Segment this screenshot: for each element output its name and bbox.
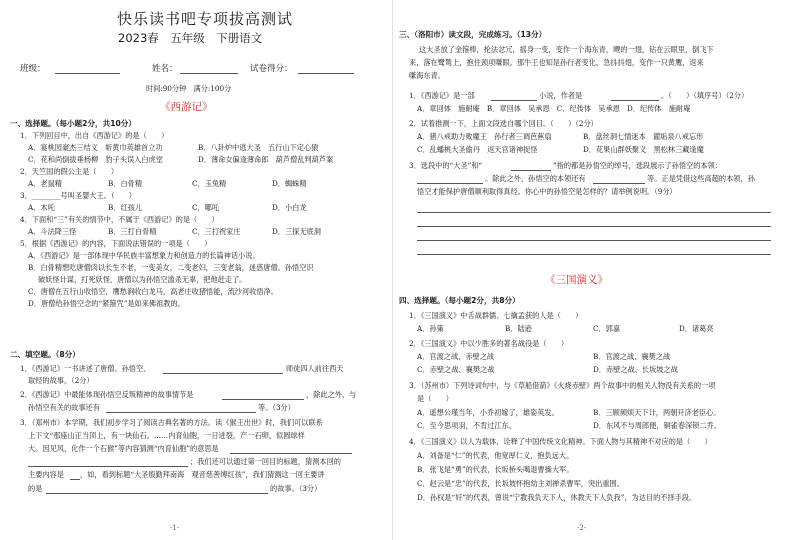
page-number: -2- <box>577 524 587 532</box>
fill-text: 主要内容是 <box>28 470 64 479</box>
exam-subtitle: 2023春 五年级 下册语文 <box>118 31 263 45</box>
option-c[interactable]: C．郭嘉 <box>593 324 621 333</box>
option-b[interactable]: B．白骨精想吃唐僧肉以长生不老，一变美女，二变老妇，三变老翁，迷惑唐僧。孙悟空识 <box>28 263 314 272</box>
fill-text: 师徒四人前往西天 <box>286 364 344 373</box>
option-d[interactable]: D．蜘蛛精 <box>272 179 307 188</box>
option-c[interactable]: C．至今思项羽，不肯过江东。 <box>417 421 516 430</box>
question-stem: 1．《三国演义》中舌战群儒、七擒孟获的人是（ ） <box>409 311 583 320</box>
question-stem: 3．（苏州市）下列诗词句中，与《草船借箭》《火烧赤壁》两个故事中的相关人物没有关系的一项 <box>409 381 716 390</box>
answer-blank[interactable] <box>46 493 268 494</box>
question-stem: 2．天竺国的假公主是（ ） <box>20 167 119 176</box>
question-stem: 1．下列回目中，出自《西游记》的是（ ） <box>20 131 169 140</box>
answer-blank[interactable] <box>491 100 537 101</box>
fill-text: 的是 <box>28 484 43 493</box>
question-stem: 5．根据《西游记》的内容，下面说法错误的一项是（ ） <box>20 239 212 248</box>
fill-text: 大。因见风，化作一个石猴”等内容猜测“内育仙胞”的意思是 <box>28 444 219 453</box>
option-d[interactable]: D．薄命女偏逢薄命郎 葫芦僧乱判葫芦案 <box>198 155 334 164</box>
answer-blank[interactable] <box>593 183 645 184</box>
option-a[interactable]: A．遥想公瑾当年，小乔初嫁了，雄姿英发。 <box>417 408 559 417</box>
section2-heading: 二、填空题。（8分） <box>10 350 80 359</box>
fill-text: 小说，作者是 <box>539 91 583 100</box>
option-c[interactable]: C．赤壁之战、襄樊之战 <box>417 365 495 374</box>
option-b-continued: 破妖怪计谋，打死妖怪，唐僧以为孙悟空滥杀无辜，把他赶走了。 <box>38 275 247 284</box>
fill-text: ，除此之外，与 <box>306 390 357 399</box>
name-blank[interactable] <box>180 73 238 74</box>
time-info: 时间:90分钟 满分:100分 <box>146 84 232 93</box>
fill-text: 3．（郑州市）本学期，我们初步学习了阅读古典名著的方法。读《猴王出世》时，我们可以联系 <box>20 418 323 427</box>
option-b[interactable]: B．三顾频烦天下计，两朝开济老臣心。 <box>593 408 721 417</box>
option-a[interactable]: A．木吒 <box>28 203 55 212</box>
passage-line: 这大圣放了金箍棒，抡法忿冗，摇身一变，变作一个海东青，飕的一翅，钻在云眼里，倒飞下 <box>419 45 714 54</box>
book-heading-xiyouji: 《西游记》 <box>160 101 213 113</box>
name-label: 姓名： <box>152 64 178 74</box>
option-c[interactable]: C．三打祝家庄 <box>192 227 241 236</box>
book-heading-sanguo: 《三国演义》 <box>545 274 608 286</box>
fill-text: 。除此之外，孙悟空的本领还有 <box>485 174 586 183</box>
option-a[interactable]: A．《西游记》是一部体现中华民族丰富想象力和创造力的长篇神话小说。 <box>28 251 260 260</box>
option-a[interactable]: A．刘备是“仁”的代表，他宽厚仁义，抱负远大。 <box>417 451 574 460</box>
score-blank[interactable] <box>298 73 354 74</box>
answer-blank[interactable] <box>230 453 352 454</box>
fill-text: 1．《西游记》一书讲述了唐僧、孙悟空、 <box>20 364 151 373</box>
answer-blank[interactable] <box>28 466 188 467</box>
option-b[interactable]: B．官渡之战、襄樊之战 <box>593 352 671 361</box>
option-a[interactable]: A．猪八戒助力败魔王 孙行者三调芭蕉扇 <box>417 132 552 141</box>
option-d[interactable]: D．三探无底洞 <box>272 227 321 236</box>
answer-line[interactable] <box>417 240 771 241</box>
fill-text: 取经的故事。（2分） <box>28 376 94 385</box>
answer-blank[interactable] <box>163 373 283 374</box>
fill-text: ；我们还可以通过第一回目的标题，猜测本回的 <box>190 457 341 466</box>
option-c[interactable]: C．哪吒 <box>192 203 220 212</box>
passage-line: 来，落在鹭鸶上，抱住颈项嗛眼。那牛王也知是孙行者变化，急抖抖翅，变作一只黄鹰，返来 <box>409 58 704 67</box>
option-b[interactable]: B．张飞是“勇”的代表，长坂桥头喝退曹操大军。 <box>417 465 574 474</box>
option-a[interactable]: A．斗法降三怪 <box>28 227 77 236</box>
answer-line[interactable] <box>417 226 771 227</box>
fill-text: 等。（3分） <box>258 403 295 412</box>
fill-text: ”指的都是孙悟空的绰号，选段展示了孙悟空的本领： <box>553 161 722 170</box>
fill-text: 1．《西游记》是一部 <box>409 91 475 100</box>
passage-line: 嗛海东青。 <box>409 71 445 80</box>
fill-text: ，如，看到标题“大圣殷勤拜南海 观音慈善缚红孩”，我们猜测这一回主要讲 <box>80 470 325 479</box>
left-page <box>0 0 392 540</box>
answer-blank[interactable] <box>611 100 659 101</box>
answer-blank[interactable] <box>106 412 256 413</box>
question-stem: 2．《三国演义》中以少胜多的著名战役是（ ） <box>409 339 569 348</box>
fill-text: 等。正是凭借这些高超的本领，孙 <box>647 174 755 183</box>
option-c[interactable]: C．赵云是“忠”的代表，长坂坡怀抱幼主刘禅杀曹军，突出重围。 <box>417 479 624 488</box>
option-b[interactable]: B．三打白骨精 <box>108 227 157 236</box>
option-b[interactable]: B．八卦炉中逃大圣 五行山下定心猿 <box>198 143 319 152</box>
question-stem: 4．《三国演义》以人为载体，诠释了中国传统文化精神。下面人物与其精神不对应的是（ ） <box>409 437 712 446</box>
answer-blank[interactable] <box>70 479 80 480</box>
question-stem: 2．试着推测一下，上面文段选自哪个回目。（ ）（2分） <box>409 119 598 128</box>
option-b[interactable]: B．红孩儿 <box>108 203 143 212</box>
question-stem: 4．下面和“三”有关的情节中，不属于《西游记》的是（ ） <box>20 215 219 224</box>
option-d[interactable]: D．花果山群妖聚义 黑松林三藏逢魔 <box>583 145 704 154</box>
option-a[interactable]: A．官渡之战、赤壁之战 <box>417 352 495 361</box>
answer-blank[interactable] <box>417 183 483 184</box>
option-d[interactable]: D．孙权是“奸”的代表，曾说“宁教我负天下人，休教天下人负我”，为达目的不择手段。 <box>417 493 697 502</box>
option-b[interactable]: B．盘丝洞七情迷本 濯垢泉八戒忘形 <box>583 132 704 141</box>
section3-heading: 三、（洛阳市）读文段，完成练习。（13分） <box>399 30 547 39</box>
page-number: -1- <box>170 524 180 532</box>
answer-blank[interactable] <box>511 170 551 171</box>
option-b[interactable]: B．陆逊 <box>505 324 532 333</box>
answer-line[interactable] <box>417 212 771 213</box>
score-label: 试卷得分： <box>250 64 293 74</box>
options-line[interactable]: A．章回体 施耐庵 B．章回体 吴承恩 C．纪传体 吴承恩 D．纪传体 施耐庵 <box>417 104 691 113</box>
fill-text: 3．选段中的“大圣”和“ <box>409 161 483 170</box>
option-d[interactable]: D．赤壁之战、长坂坡之战 <box>593 365 678 374</box>
right-page <box>393 0 785 540</box>
section4-heading: 四、选择题。（每小题2分，共8分） <box>399 296 520 305</box>
option-d[interactable]: D．东风不与周郎便，铜雀春深锁二乔。 <box>593 421 721 430</box>
fill-text: 的故事。（3分） <box>270 484 322 493</box>
fill-text: 悟空才能保护唐僧顺利取得真经。你心中的孙悟空是怎样的？请举例说明。（9分） <box>417 187 677 196</box>
exam-title: 快乐读书吧专项拔高测试 <box>117 10 294 28</box>
fill-text: 2．《西游记》中最能体现孙悟空反叛精神的故事情节是 <box>20 390 194 399</box>
option-c[interactable]: C．唐僧在五行山收悟空，鹰愁涧收白龙马，高老庄收猪悟能，流沙河收悟净。 <box>28 287 278 296</box>
option-d[interactable]: D．诸葛亮 <box>679 324 714 333</box>
option-c[interactable]: C．乱蟠桃大圣偷丹 返天宫诸神捉怪 <box>417 145 538 154</box>
answer-line[interactable] <box>417 254 771 255</box>
fill-text: 。（ ）（填序号）（2分） <box>661 91 749 100</box>
answer-blank[interactable] <box>222 399 304 400</box>
option-d[interactable]: D．唐僧给孙悟空念的“紧箍咒”是如来佛祖教的。 <box>28 299 185 308</box>
option-c[interactable]: C．玉兔精 <box>192 179 227 188</box>
option-b[interactable]: B．白骨精 <box>108 179 143 188</box>
fill-text: 上下文“那座山正当顶上，有一块仙石。……内育仙胞，一日迸裂，产一石卵，似圆球样 <box>28 431 305 440</box>
question-stem: 3．________号叫圣婴大王。（ ） <box>20 191 136 200</box>
option-a[interactable]: A．老鼠精 <box>28 179 62 188</box>
option-d[interactable]: D．小白龙 <box>272 203 307 212</box>
option-a[interactable]: A．孙策 <box>417 324 444 333</box>
option-a[interactable]: A．宴桃园豪杰三结义 斩黄巾英雄首立功 <box>28 143 163 152</box>
question-stem-continued: 是（ ） <box>417 394 453 403</box>
option-c[interactable]: C．花和尚倒拔垂杨柳 豹子头误入白虎堂 <box>28 155 163 164</box>
fill-text: 孙悟空有关的故事还有 <box>28 403 100 412</box>
section1-heading: 一、选择题。（每小题2分，共10分） <box>10 119 136 128</box>
class-blank[interactable] <box>55 73 120 74</box>
class-label: 班级： <box>20 64 46 74</box>
